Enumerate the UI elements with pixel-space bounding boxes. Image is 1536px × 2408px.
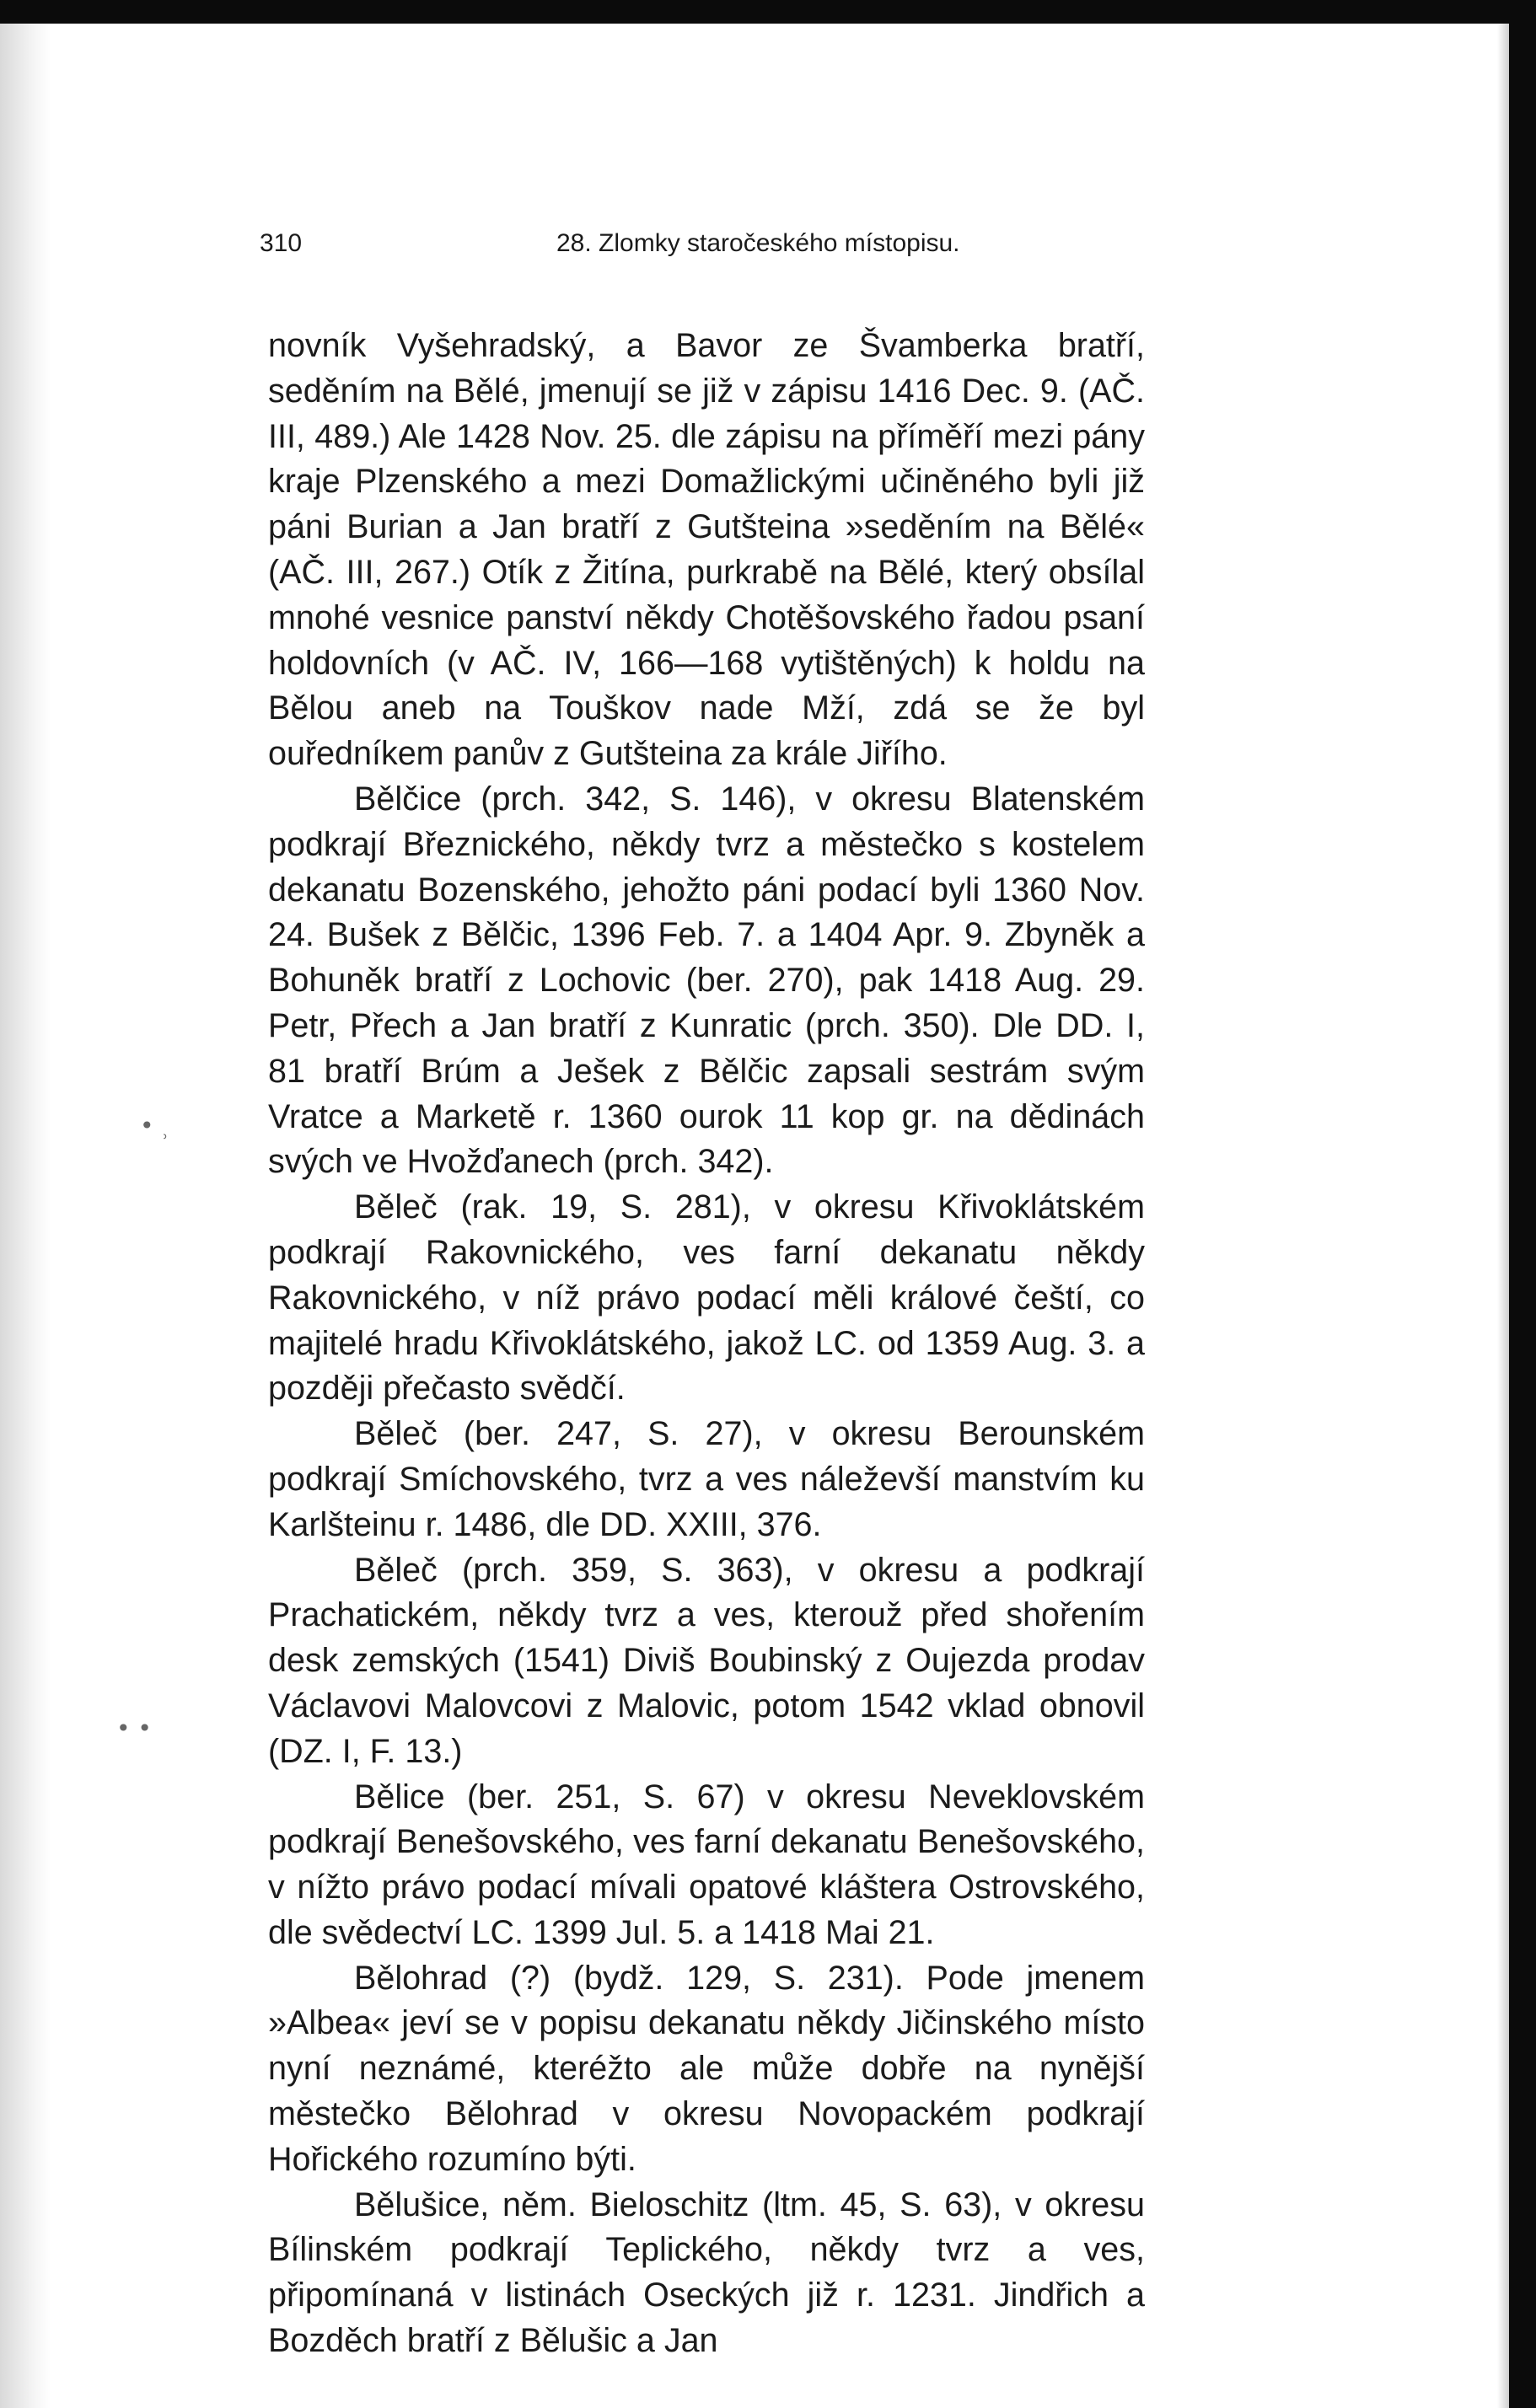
page-number: 310 — [260, 229, 303, 257]
margin-mark: • ⸒ — [140, 1112, 169, 1140]
paragraph-belice: Bělice (ber. 251, S. 67) v okresu Neveklovském podkrají Benešovského, ves farní dekanatu Benešovského, v nížto právo podací mívali opatové kláštera Ostrovského, dle svědectví LC. 1399 Jul. 5. a 1418 Mai 21. — [268, 1778, 1145, 1951]
paragraph-belcice: Bělčice (prch. 342, S. 146), v okresu Blatenském podkrají Březnického, někdy tvrz a městečko s kostelem dekanatu Bozenského, jehožto páni podací byli 1360 Nov. 24. Bušek z Bělčic, 1396 Feb. 7. a 1404 Apr. 9. Zbyněk a Bohuněk bratří z Lochovic (ber. 270), pak 1418 Aug. 29. Petr, Přech a Jan bratří z Kunratic (prch. 350). Dle DD. I, 81 bratří Brúm a Ješek z Bělčic zapsali sestrám svým Vratce a Marketě r. 1360 ourok 11 kop gr. na dědinách svých ve Hvožďanech (prch. 342). — [268, 780, 1145, 1181]
body-text — [268, 324, 1145, 2364]
paragraph-belec-ber: Běleč (ber. 247, S. 27), v okresu Berounském podkrají Smíchovského, tvrz a ves náleževší manstvím ku Karlšteinu r. 1486, dle DD. XXIII, 376. — [268, 1415, 1145, 1543]
page-gutter-shadow — [0, 24, 51, 2408]
paragraph-belohrad: Bělohrad (?) (bydž. 129, S. 231). Pode jmenem »Albea« jeví se v popisu dekanatu někdy Jičinského místo nyní neznámé, kteréžto ale může dobře na nynější městečko Bělohrad v okresu Novopackém podkrají Hořického rozumíno býti. — [268, 1959, 1145, 2178]
page-header — [260, 229, 1069, 263]
running-title: 28. Zlomky staročeského místopisu. — [556, 229, 960, 257]
paragraph: novník Vyšehradský, a Bavor ze Švamberka bratří, seděním na Bělé, jmenují se již v zápisu 1416 Dec. 9. (AČ. III, 489.) Ale 1428 Nov. 25. dle zápisu na příměří mezi pány kraje Plzenského a mezi Domažlickými učiněného byli již páni Burian a Jan bratří z Gutšteina »seděním na Bělé« (AČ. III, 267.) Otík z Žitína, purkrabě na Bělé, který obsílal mnohé vesnice panství někdy Chotěšovského řadou psaní holdovních (v AČ. IV, 166—168 vytištěných) k holdu na Bělou aneb na Touškov nade Mží, zdá se že byl ouředníkem panův z Gutšteina za krále Jiřího. — [268, 327, 1145, 773]
paragraph-belec-prch: Běleč (prch. 359, S. 363), v okresu a podkrají Prachatickém, někdy tvrz a ves, kterouž před shořením desk zemských (1541) Diviš Boubinský z Oujezda prodav Václavovi Malovcovi z Malovic, potom 1542 vklad obnovil (DZ. I, F. 13.) — [268, 1551, 1145, 1770]
book-page — [0, 24, 1509, 2408]
paragraph-belec-rak: Běleč (rak. 19, S. 281), v okresu Křivoklátském podkrají Rakovnického, ves farní dekanatu někdy Rakovnického, v níž právo podací měli králové čeští, co majitelé hradu Křivoklátského, jakož LC. od 1359 Aug. 3. a později přečasto svědčí. — [268, 1188, 1145, 1408]
paragraph-belusice: Bělušice, něm. Bieloschitz (ltm. 45, S. 63), v okresu Bílinském podkrají Teplického, někdy tvrz a ves, připomínaná v listinách Oseckých již r. 1231. Jindřich a Bozděch bratří z Bělušic a Jan — [268, 2185, 1145, 2360]
margin-mark: • • — [116, 1714, 152, 1742]
page-edge-shadow — [1497, 24, 1509, 2408]
